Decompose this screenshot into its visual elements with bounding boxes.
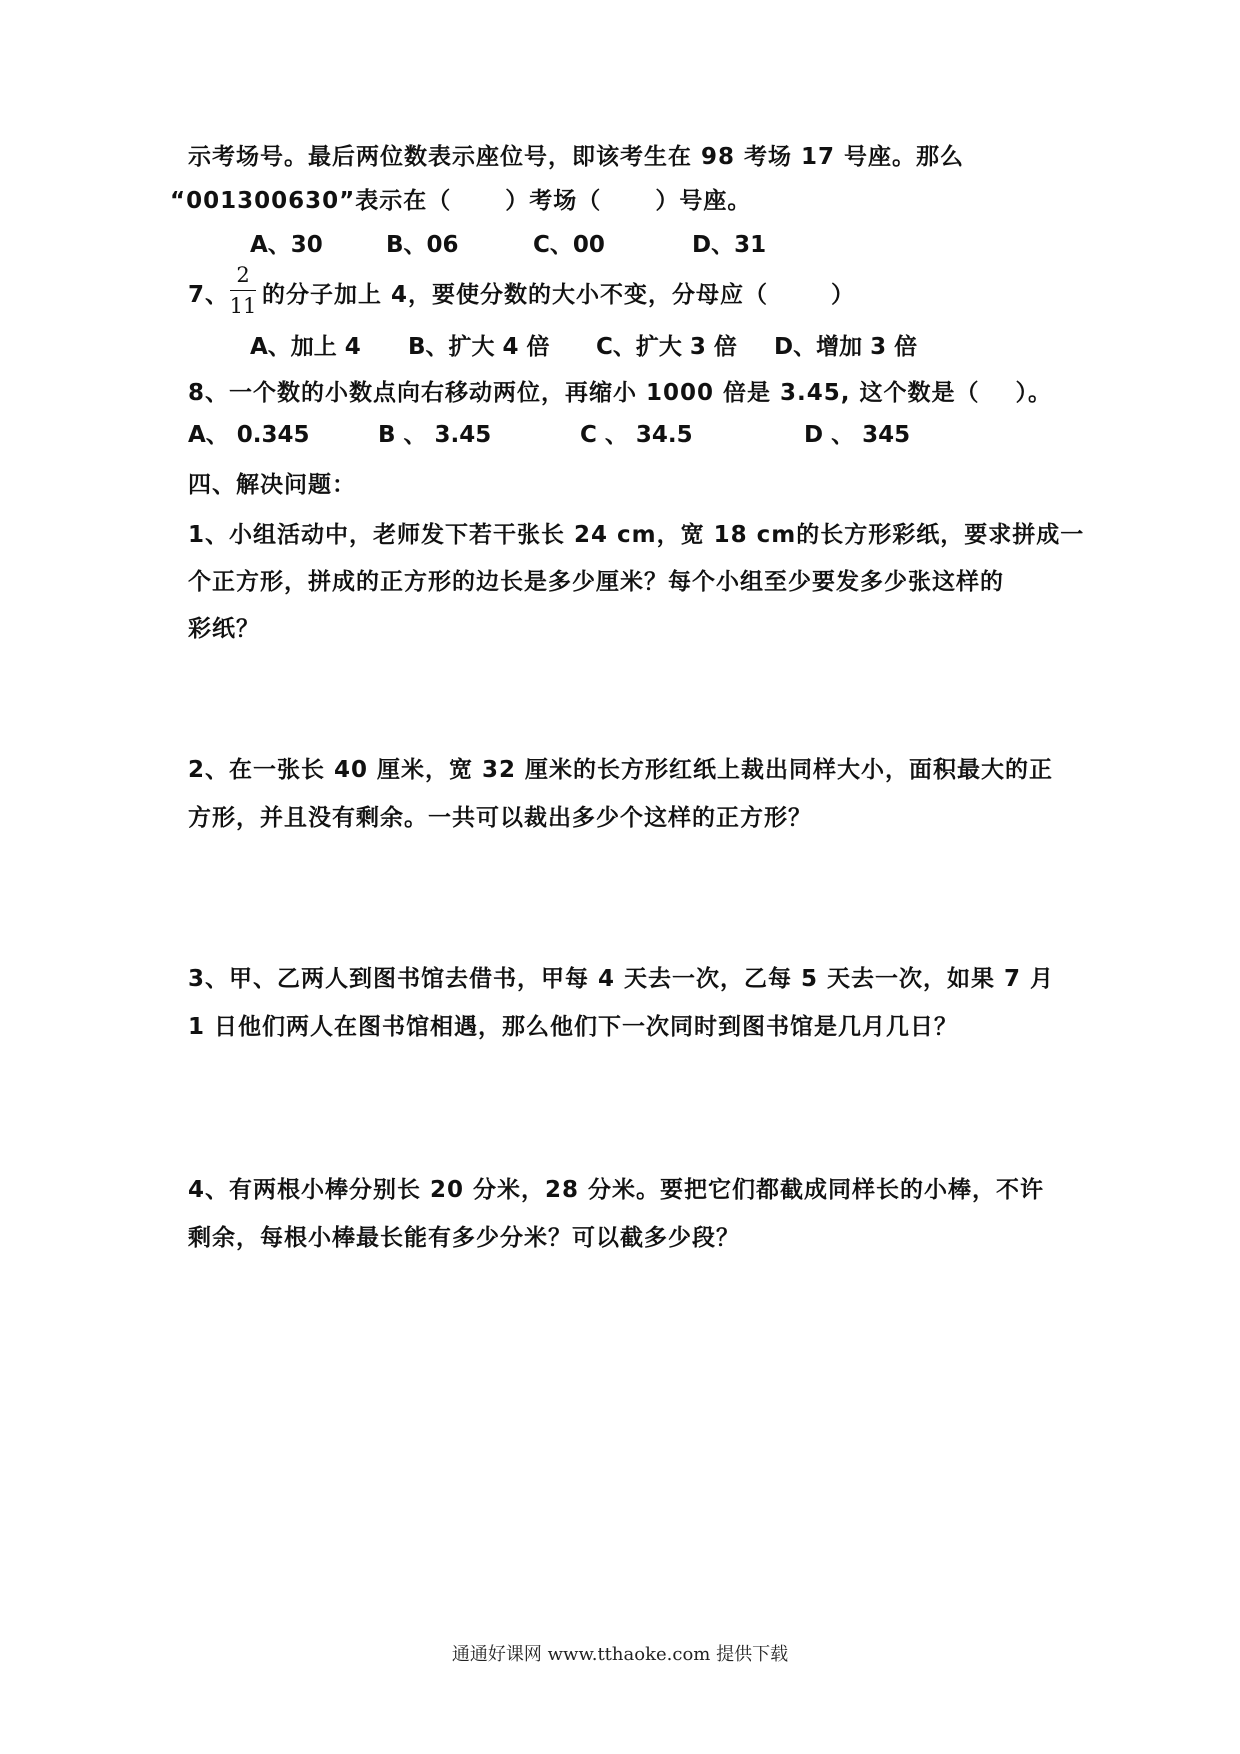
- q8-text: 8、一个数的小数点向右移动两位，再缩小 1000 倍是 3.45, 这个数是（ ）。: [188, 380, 1053, 406]
- q8-option-a: A、 0.345: [188, 422, 310, 448]
- q6-option-d: D、31: [692, 232, 767, 258]
- q6-line-2: “001300630”表示在（ ）考场（ ）号座。: [170, 188, 752, 214]
- problem-2-line-2: 方形，并且没有剩余。一共可以裁出多少个这样的正方形？: [188, 805, 812, 831]
- problem-1-line-2: 个正方形，拼成的正方形的边长是多少厘米？每个小组至少要发多少张这样的: [188, 569, 1004, 595]
- page-footer: 通通好课网 www.tthaoke.com 提供下载: [451, 1644, 789, 1665]
- q7-option-b: B、扩大 4 倍: [408, 334, 550, 360]
- q7-fraction: [228, 262, 258, 319]
- problem-1-line-3: 彩纸？: [188, 616, 260, 642]
- q7-text: 的分子加上 4，要使分数的大小不变，分母应（ ）: [262, 282, 856, 308]
- q7-number: 7、: [188, 282, 230, 308]
- q6-line-1: 示考场号。最后两位数表示座位号，即该考生在 98 考场 17 号座。那么: [188, 144, 965, 170]
- q7-fraction-numerator: 2: [236, 263, 250, 287]
- problem-2-line-1: 2、在一张长 40 厘米，宽 32 厘米的长方形红纸上裁出同样大小，面积最大的正: [188, 757, 1054, 783]
- problem-4-line-2: 剩余，每根小棒最长能有多少分米？可以截多少段？: [188, 1225, 740, 1251]
- q7-fraction-denominator: 11: [229, 294, 257, 318]
- q7-option-d: D、增加 3 倍: [774, 334, 918, 360]
- section-4-heading: 四、解决问题：: [188, 472, 356, 498]
- fraction-bar: [230, 290, 256, 291]
- q6-option-c: C、00: [533, 232, 605, 258]
- q8-option-b: B 、 3.45: [378, 422, 492, 448]
- problem-3-line-1: 3、甲、乙两人到图书馆去借书，甲每 4 天去一次，乙每 5 天去一次，如果 7 月: [188, 966, 1055, 992]
- q6-option-b: B、06: [386, 232, 459, 258]
- problem-1-line-1: 1、小组活动中，老师发下若干张长 24 cm，宽 18 cm的长方形彩纸，要求拼成一: [188, 522, 1085, 548]
- q8-option-d: D 、 345: [804, 422, 911, 448]
- problem-3-line-2: 1 日他们两人在图书馆相遇，那么他们下一次同时到图书馆是几月几日？: [188, 1014, 959, 1040]
- q7-option-c: C、扩大 3 倍: [596, 334, 737, 360]
- q6-option-a: A、30: [250, 232, 323, 258]
- q7-option-a: A、加上 4: [250, 334, 361, 360]
- problem-4-line-1: 4、有两根小棒分别长 20 分米，28 分米。要把它们都截成同样长的小棒，不许: [188, 1177, 1045, 1203]
- q8-option-c: C 、 34.5: [580, 422, 693, 448]
